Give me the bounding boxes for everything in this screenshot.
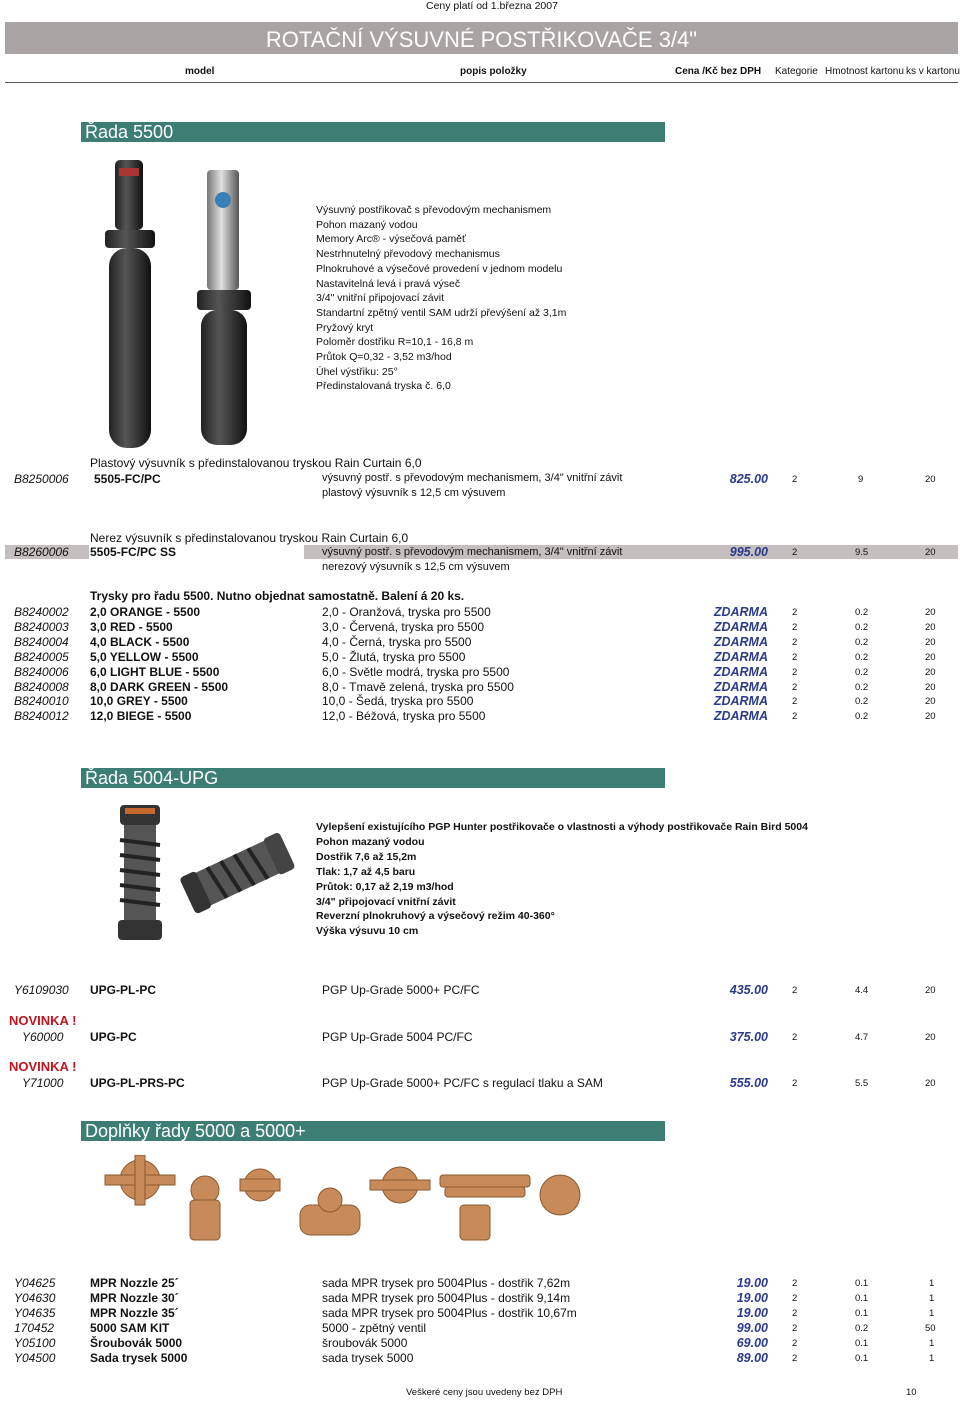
feature-13: Předinstalovaná tryska č. 6,0 bbox=[316, 380, 451, 393]
nozzle-row-weight: 0.2 bbox=[855, 651, 869, 663]
accessory-row-model: MPR Nozzle 35´ bbox=[90, 1306, 179, 1320]
validity-note: Ceny platí od 1.března 2007 bbox=[426, 0, 558, 12]
upg-feature-1: Vylepšení existujícího PGP Hunter postřikovače o vlastnosti a výhody postřikovače Rain Bird 5004 bbox=[316, 821, 808, 833]
accessory-row-model: MPR Nozzle 30´ bbox=[90, 1291, 179, 1305]
accessory-row-price: 69.00 bbox=[736, 1336, 768, 1350]
upg-row2-cat: 2 bbox=[792, 1032, 798, 1043]
footer-note: Veškeré ceny jsou uvedeny bez DPH bbox=[406, 1387, 563, 1398]
product2-qty: 20 bbox=[925, 547, 936, 558]
accessory-row-code: Y04630 bbox=[14, 1291, 56, 1305]
accessory-row-desc: sada MPR trysek pro 5004Plus - dostřik 9,14m bbox=[322, 1291, 571, 1305]
feature-11: Průtok Q=0,32 - 3,52 m3/hod bbox=[316, 351, 452, 364]
nozzle-row-desc: 12,0 - Béžová, tryska pro 5500 bbox=[322, 709, 486, 724]
header-divider bbox=[5, 82, 958, 83]
feature-1: Výsuvný postřikovač s převodovým mechanismem bbox=[316, 204, 552, 216]
nozzle-row-cat: 2 bbox=[792, 636, 798, 648]
nozzle-row-weight: 0.2 bbox=[855, 666, 869, 678]
upg-row3-model: UPG-PL-PRS-PC bbox=[90, 1076, 185, 1090]
upg-row3-price: 555.00 bbox=[729, 1076, 768, 1090]
col-kategorie: Kategorie bbox=[775, 66, 818, 77]
upg-row1-cat: 2 bbox=[792, 985, 798, 996]
nozzle-row-desc: 2,0 - Oranžová, tryska pro 5500 bbox=[322, 605, 491, 619]
sprinkler-5500-image bbox=[95, 160, 265, 450]
nozzle-row-cat: 2 bbox=[792, 711, 798, 723]
product2-code: B8260006 bbox=[14, 545, 69, 559]
feature-9: Pryžový kryt bbox=[316, 321, 374, 334]
product1-line1: výsuvný postř. s převodovým mechanismem, 3/4" vnitřní závit bbox=[322, 472, 623, 484]
feature-3: Memory Arc® - výsečová paměť bbox=[316, 233, 466, 246]
nozzle-row-code: B8240010 bbox=[14, 694, 69, 709]
nozzle-row-qty: 20 bbox=[925, 666, 936, 678]
accessory-row-qty: 1 bbox=[929, 1353, 935, 1364]
accessory-row-weight: 0.1 bbox=[855, 1338, 869, 1349]
nozzle-row-weight: 0.2 bbox=[855, 621, 869, 633]
upg-row2-weight: 4.7 bbox=[855, 1032, 869, 1043]
nozzle-row-price: ZDARMA bbox=[713, 694, 768, 709]
accessory-row-price: 89.00 bbox=[736, 1351, 768, 1365]
upg-row2-code: Y60000 bbox=[22, 1030, 64, 1044]
nozzle-row-cat: 2 bbox=[792, 681, 798, 693]
novinka-badge-1: NOVINKA ! bbox=[9, 1013, 77, 1028]
accessory-row-desc: šroubovák 5000 bbox=[322, 1336, 408, 1350]
product2-cat: 2 bbox=[792, 547, 798, 558]
nozzle-row-code: B8240006 bbox=[14, 664, 69, 679]
accessory-row-code: Y05100 bbox=[14, 1336, 56, 1350]
upg-row2-model: UPG-PC bbox=[90, 1030, 137, 1044]
accessory-row-model: Sada trysek 5000 bbox=[90, 1351, 188, 1365]
nozzle-row-model: 10,0 GREY - 5500 bbox=[90, 694, 188, 709]
nozzle-row-weight: 0.2 bbox=[855, 711, 869, 723]
feature-6: Nastavitelná levá i pravá výseč bbox=[316, 277, 461, 290]
nozzle-row-desc: 4,0 - Černá, tryska pro 5500 bbox=[322, 634, 472, 649]
page-title: ROTAČNÍ VÝSUVNÉ POSTŘIKOVAČE 3/4" bbox=[265, 27, 698, 52]
upg-row3-weight: 5.5 bbox=[855, 1078, 869, 1089]
product2-price: 995.00 bbox=[729, 545, 768, 559]
upg-feature-7: Reverzní plnokruhový a výsečový režim 40-360° bbox=[316, 910, 555, 923]
product1-qty: 20 bbox=[925, 474, 936, 485]
upg-row1-model: UPG-PL-PC bbox=[90, 983, 156, 997]
upg-row1-desc: PGP Up-Grade 5000+ PC/FC bbox=[322, 983, 480, 997]
accessory-row-cat: 2 bbox=[792, 1278, 798, 1289]
upg-feature-2: Pohon mazaný vodou bbox=[316, 835, 425, 848]
accessory-row-code: 170452 bbox=[14, 1321, 55, 1335]
product1-heading: Plastový výsuvník s předinstalovanou tryskou Rain Curtain 6,0 bbox=[90, 456, 422, 470]
nozzle-row-cat: 2 bbox=[792, 621, 798, 633]
accessory-row-weight: 0.1 bbox=[855, 1293, 869, 1304]
nozzle-row-price: ZDARMA bbox=[713, 709, 768, 724]
novinka-badge-2: NOVINKA ! bbox=[9, 1059, 77, 1074]
accessory-row-cat: 2 bbox=[792, 1293, 798, 1304]
nozzle-row-model: 6,0 LIGHT BLUE - 5500 bbox=[90, 664, 220, 679]
nozzle-row-cat: 2 bbox=[792, 696, 798, 708]
nozzle-row-code: B8240005 bbox=[14, 649, 69, 664]
product1-line2: plastový výsuvník s 12,5 cm výsuvem bbox=[322, 487, 506, 499]
accessory-row-cat: 2 bbox=[792, 1323, 798, 1334]
upg-row1-code: Y6109030 bbox=[14, 983, 69, 997]
upg-sprinkler-image bbox=[100, 800, 300, 950]
product1-cat: 2 bbox=[792, 474, 798, 485]
accessory-row-model: 5000 SAM KIT bbox=[90, 1321, 170, 1335]
upg-row1-weight: 4.4 bbox=[855, 985, 869, 996]
features-5004 bbox=[316, 820, 808, 939]
accessories-image bbox=[100, 1155, 600, 1255]
col-hmotnost: Hmotnost kartonu bbox=[825, 66, 904, 77]
nozzle-row-code: B8240002 bbox=[14, 605, 69, 619]
upg-row3-cat: 2 bbox=[792, 1078, 798, 1089]
accessory-row-weight: 0.2 bbox=[855, 1323, 869, 1334]
section-5004-title: Řada 5004-UPG bbox=[81, 768, 665, 788]
page-number: 10 bbox=[906, 1387, 917, 1398]
section-accessories-title: Doplňky řady 5000 a 5000+ bbox=[81, 1121, 665, 1141]
upg-feature-3: Dostřik 7,6 až 15,2m bbox=[316, 850, 417, 863]
nozzle-row-model: 12,0 BIEGE - 5500 bbox=[90, 709, 192, 724]
accessory-row-price: 19.00 bbox=[736, 1291, 768, 1305]
product1-price: 825.00 bbox=[729, 472, 768, 486]
features-5500 bbox=[316, 203, 566, 394]
nozzle-row-model: 2,0 ORANGE - 5500 bbox=[90, 605, 201, 619]
accessory-row-weight: 0.1 bbox=[855, 1308, 869, 1319]
feature-10: Poloměr dostřiku R=10,1 - 16,8 m bbox=[316, 336, 474, 349]
feature-2: Pohon mazaný vodou bbox=[316, 218, 418, 231]
accessory-row-code: Y04500 bbox=[14, 1351, 56, 1365]
nozzle-row-price: ZDARMA bbox=[713, 679, 768, 694]
product1-weight: 9 bbox=[858, 474, 864, 485]
nozzle-row-desc: 10,0 - Šedá, tryska pro 5500 bbox=[322, 694, 474, 709]
nozzle-row-price: ZDARMA bbox=[713, 664, 768, 679]
accessory-row-qty: 1 bbox=[929, 1308, 935, 1319]
upg-feature-8: Výška výsuvu 10 cm bbox=[316, 925, 419, 938]
nozzle-row-qty: 20 bbox=[925, 651, 936, 663]
accessory-row-qty: 50 bbox=[925, 1323, 936, 1334]
nozzle-row-qty: 20 bbox=[925, 681, 936, 693]
nozzle-row-desc: 5,0 - Žlutá, tryska pro 5500 bbox=[322, 649, 466, 664]
accessory-row-code: Y04625 bbox=[14, 1276, 56, 1290]
nozzle-row-weight: 0.2 bbox=[855, 696, 869, 708]
nozzle-row-weight: 0.2 bbox=[855, 681, 869, 693]
col-ks: ks v kartonu bbox=[906, 66, 960, 77]
feature-12: Úhel výstřiku: 25° bbox=[316, 365, 398, 378]
col-model: model bbox=[185, 66, 215, 77]
product2-heading: Nerez výsuvník s předinstalovanou tryskou Rain Curtain 6,0 bbox=[90, 531, 409, 545]
upg-feature-4: Tlak: 1,7 až 4,5 baru bbox=[316, 865, 416, 878]
accessory-row-model: MPR Nozzle 25´ bbox=[90, 1276, 179, 1290]
upg-row2-desc: PGP Up-Grade 5004 PC/FC bbox=[322, 1030, 473, 1044]
nozzle-row-qty: 20 bbox=[925, 621, 936, 633]
nozzles-heading: Trysky pro řadu 5500. Nutno objednat samostatně. Balení á 20 ks. bbox=[90, 589, 465, 603]
accessory-row-desc: sada trysek 5000 bbox=[322, 1351, 414, 1365]
nozzle-row-price: ZDARMA bbox=[713, 619, 768, 634]
upg-row2-price: 375.00 bbox=[729, 1030, 768, 1044]
nozzle-row-weight: 0.2 bbox=[855, 607, 869, 618]
nozzle-row-price: ZDARMA bbox=[713, 634, 768, 649]
upg-row2-qty: 20 bbox=[925, 1032, 936, 1043]
nozzle-row-desc: 8,0 - Tmavě zelená, tryska pro 5500 bbox=[322, 679, 514, 694]
col-popis: popis položky bbox=[460, 66, 527, 77]
product2-model: 5505-FC/PC SS bbox=[90, 545, 177, 559]
product1-code: B8250006 bbox=[14, 472, 69, 486]
upg-feature-5: Průtok: 0,17 až 2,19 m3/hod bbox=[316, 880, 454, 893]
accessory-row-cat: 2 bbox=[792, 1353, 798, 1364]
upg-row3-code: Y71000 bbox=[22, 1076, 64, 1090]
accessory-row-cat: 2 bbox=[792, 1338, 798, 1349]
nozzle-row-code: B8240008 bbox=[14, 679, 69, 694]
accessory-row-desc: 5000 - zpětný ventil bbox=[322, 1321, 427, 1335]
accessory-row-cat: 2 bbox=[792, 1308, 798, 1319]
nozzle-row-price: ZDARMA bbox=[713, 605, 768, 619]
upg-row1-qty: 20 bbox=[925, 985, 936, 996]
nozzle-row-model: 3,0 RED - 5500 bbox=[90, 619, 173, 634]
accessory-row-price: 99.00 bbox=[736, 1321, 768, 1335]
nozzle-row-qty: 20 bbox=[925, 636, 936, 648]
title-bar bbox=[5, 22, 958, 54]
nozzle-row-code: B8240003 bbox=[14, 619, 69, 634]
accessory-row-desc: sada MPR trysek pro 5004Plus - dostřik 10,67m bbox=[322, 1306, 577, 1320]
feature-5: Plnokruhové a výsečové provedení v jednom modelu bbox=[316, 262, 563, 275]
nozzle-row-code: B8240012 bbox=[14, 709, 69, 724]
section-5500-title: Řada 5500 bbox=[81, 122, 665, 142]
nozzle-row-model: 8,0 DARK GREEN - 5500 bbox=[90, 679, 229, 694]
accessory-row-qty: 1 bbox=[929, 1338, 935, 1349]
col-cena: Cena /Kč bez DPH bbox=[675, 66, 762, 77]
upg-row1-price: 435.00 bbox=[729, 983, 768, 997]
feature-8: Standartní zpětný ventil SAM udrží převýšení až 3,1m bbox=[316, 306, 567, 319]
nozzle-row-cat: 2 bbox=[792, 666, 798, 678]
feature-7: 3/4" vnitřní připojovací závit bbox=[316, 292, 445, 305]
nozzle-row-qty: 20 bbox=[925, 711, 936, 723]
accessory-row-desc: sada MPR trysek pro 5004Plus - dostřik 7,62m bbox=[322, 1276, 571, 1290]
accessory-row-code: Y04635 bbox=[14, 1306, 56, 1320]
nozzle-row-qty: 20 bbox=[925, 607, 936, 618]
nozzle-row-cat: 2 bbox=[792, 651, 798, 663]
product2-line1: výsuvný postř. s převodovým mechanismem, 3/4" vnitřní závit bbox=[322, 546, 623, 558]
product2-line2: nerezový výsuvník s 12,5 cm výsuvem bbox=[322, 561, 510, 573]
product1-model: 5505-FC/PC bbox=[94, 472, 161, 486]
product2-weight: 9.5 bbox=[855, 547, 869, 558]
accessory-row-model: Šroubovák 5000 bbox=[90, 1336, 183, 1350]
nozzle-row-desc: 6,0 - Světle modrá, tryska pro 5500 bbox=[322, 664, 510, 679]
upg-row3-desc: PGP Up-Grade 5000+ PC/FC s regulací tlaku a SAM bbox=[322, 1076, 603, 1090]
accessory-row-qty: 1 bbox=[929, 1278, 935, 1289]
nozzle-row-desc: 3,0 - Červená, tryska pro 5500 bbox=[322, 619, 485, 634]
feature-4: Nestrhnutelný převodový mechanismus bbox=[316, 248, 500, 261]
nozzle-row-weight: 0.2 bbox=[855, 636, 869, 648]
accessory-row-qty: 1 bbox=[929, 1293, 935, 1304]
nozzle-row-model: 4,0 BLACK - 5500 bbox=[90, 634, 190, 649]
upg-row3-qty: 20 bbox=[925, 1078, 936, 1089]
nozzle-row-cat: 2 bbox=[792, 607, 798, 618]
nozzle-row-qty: 20 bbox=[925, 696, 936, 708]
nozzle-row-price: ZDARMA bbox=[713, 649, 768, 664]
nozzle-row-code: B8240004 bbox=[14, 634, 69, 649]
accessory-row-price: 19.00 bbox=[736, 1276, 768, 1290]
accessory-row-weight: 0.1 bbox=[855, 1278, 869, 1289]
upg-feature-6: 3/4" připojovací vnitřní závit bbox=[316, 895, 456, 908]
accessory-row-price: 19.00 bbox=[736, 1306, 768, 1320]
accessory-row-weight: 0.1 bbox=[855, 1353, 869, 1364]
nozzle-row-model: 5,0 YELLOW - 5500 bbox=[90, 649, 199, 664]
